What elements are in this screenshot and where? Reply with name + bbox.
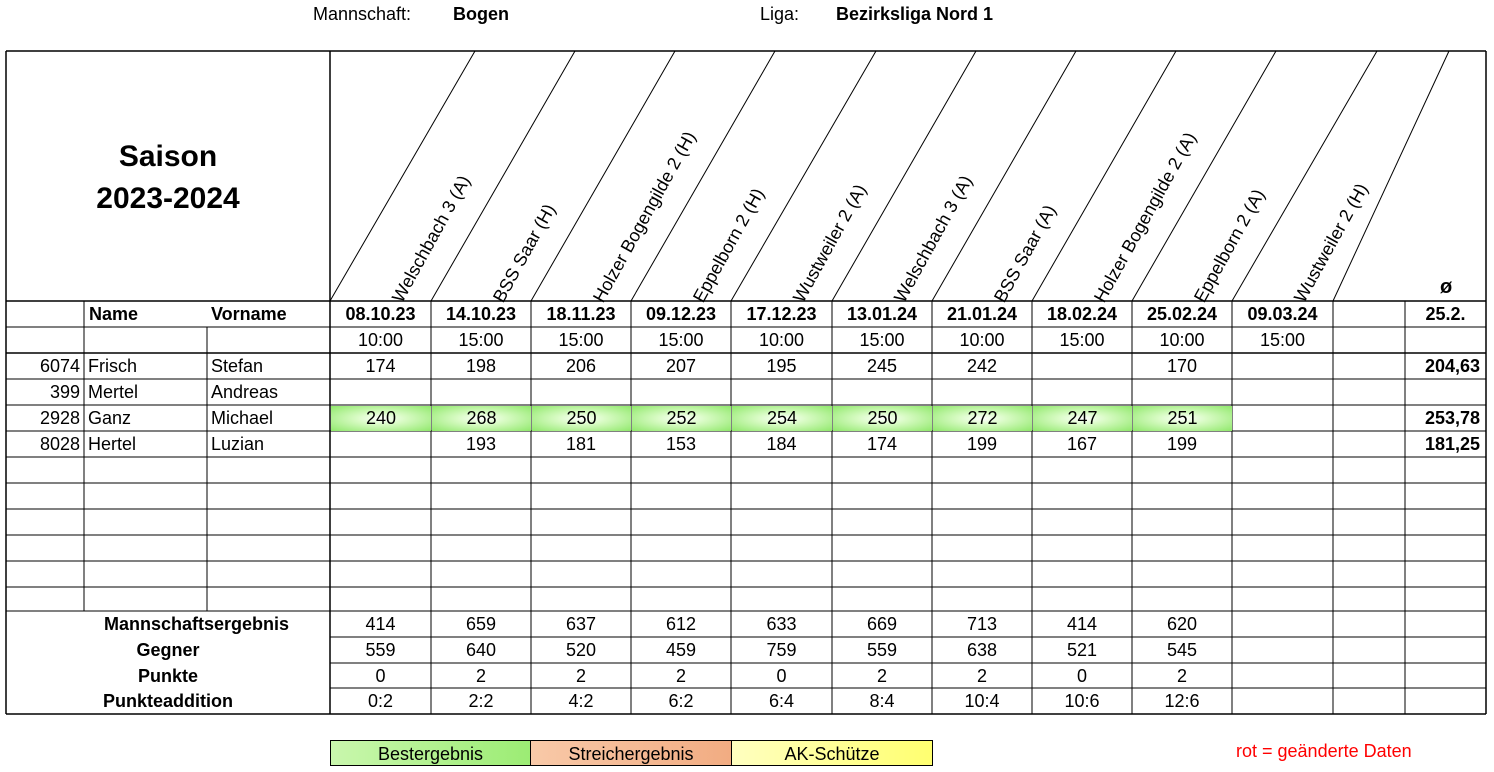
slant-line [832, 51, 976, 301]
score-cell [431, 379, 531, 405]
score-cell: 254 [732, 406, 832, 431]
summary-value [1333, 611, 1405, 637]
score-cell [1333, 405, 1405, 431]
score-cell: 242 [966, 356, 998, 376]
average-symbol: ø [1440, 276, 1453, 298]
slant-line [1032, 51, 1176, 301]
summary-value: 10:6 [1064, 691, 1100, 711]
player-id: 399 [49, 382, 80, 402]
summary-value: 2:2 [468, 691, 494, 711]
opponent-name: Holzer Bogengilde 2 (A) [1090, 128, 1201, 306]
match-date: 18.02.24 [1046, 304, 1118, 324]
team-value: Bogen [453, 4, 509, 24]
player-id: 2928 [39, 408, 80, 428]
slant-line [431, 51, 575, 301]
match-date: 08.10.23 [345, 304, 416, 324]
legend-best: Bestergebnis [330, 740, 531, 766]
summary-value: 638 [966, 640, 998, 660]
last-date: 25.2. [1425, 304, 1466, 324]
column-header-name: Name [89, 304, 139, 324]
score-cell: 240 [331, 406, 431, 431]
match-date: 18.11.23 [546, 304, 616, 324]
summary-label: Punkteaddition [103, 691, 233, 711]
match-time: 15:00 [1059, 330, 1105, 350]
column-header-vorname: Vorname [211, 304, 287, 324]
summary-value: 759 [766, 640, 797, 660]
match-time: 10:00 [758, 330, 805, 350]
summary-value: 414 [365, 614, 396, 634]
score-cell [1333, 353, 1405, 379]
score-cell [1232, 379, 1333, 405]
score-cell [1132, 379, 1232, 405]
summary-value: 659 [465, 614, 497, 634]
score-cell: 153 [665, 434, 697, 454]
opponent-name: Wustweiler 2 (H) [1290, 179, 1372, 306]
summary-value: 612 [665, 614, 697, 634]
score-cell: 252 [632, 406, 731, 431]
score-cell [330, 379, 431, 405]
opponent-name: Welschbach 3 (A) [388, 172, 475, 306]
summary-value: 0 [1076, 666, 1087, 686]
match-time: 10:00 [959, 330, 1005, 350]
summary-value: 620 [1166, 614, 1198, 634]
score-cell: 247 [1033, 406, 1132, 431]
score-cell: 206 [565, 356, 597, 376]
summary-value: 4:2 [568, 691, 594, 711]
summary-value: 0 [776, 666, 787, 686]
summary-value: 713 [966, 614, 998, 634]
summary-value: 0 [375, 666, 386, 686]
score-cell: 272 [933, 406, 1032, 431]
score-cell: 245 [866, 356, 898, 376]
match-time: 15:00 [859, 330, 905, 350]
legend-note: rot = geänderte Daten [1236, 741, 1412, 761]
player-average [1405, 379, 1480, 405]
slant-line [932, 51, 1076, 301]
player-average: 253,78 [1424, 408, 1480, 428]
player-id: 8028 [39, 434, 80, 454]
score-cell [531, 379, 631, 405]
score-cell: 199 [966, 434, 998, 454]
opponent-name: Holzer Bogengilde 2 (H) [589, 127, 700, 306]
summary-value: 559 [365, 640, 396, 660]
match-date: 09.03.24 [1247, 304, 1318, 324]
summary-value [1333, 663, 1405, 689]
match-date: 21.01.24 [946, 304, 1018, 324]
legend-strike: Streichergebnis [530, 740, 732, 766]
summary-label: Punkte [137, 666, 198, 686]
score-cell: 195 [766, 356, 797, 376]
score-cell: 181 [565, 434, 597, 454]
summary-value [1232, 688, 1333, 714]
score-cell [731, 379, 832, 405]
score-cell [631, 379, 731, 405]
match-date: 09.12.23 [645, 304, 717, 324]
summary-value: 2 [976, 666, 987, 686]
slant-line [531, 51, 675, 301]
score-cell: 268 [432, 406, 531, 431]
score-cell: 251 [1133, 406, 1232, 431]
summary-value [1232, 611, 1333, 637]
player-average: 181,25 [1424, 434, 1480, 454]
slant-line [1232, 51, 1377, 301]
slant-line [731, 51, 876, 301]
score-cell [1232, 353, 1333, 379]
match-date: 17.12.23 [746, 304, 817, 324]
score-cell [1333, 431, 1405, 457]
match-date: 13.01.24 [846, 304, 918, 324]
summary-value: 637 [565, 614, 597, 634]
match-time: 15:00 [1259, 330, 1306, 350]
summary-value: 640 [465, 640, 497, 660]
summary-value: 2 [876, 666, 887, 686]
summary-value: 6:4 [768, 691, 795, 711]
summary-value: 2 [1176, 666, 1187, 686]
summary-label: Gegner [136, 640, 200, 660]
match-time: 15:00 [658, 330, 704, 350]
match-time: 10:00 [1159, 330, 1205, 350]
opponent-name: Eppelborn 2 (H) [689, 184, 769, 306]
match-time: 10:00 [357, 330, 404, 350]
match-time: 15:00 [558, 330, 604, 350]
score-cell [932, 379, 1032, 405]
summary-value: 633 [766, 614, 797, 634]
opponent-name: BSS Saar (H) [489, 200, 560, 306]
match-date: 14.10.23 [445, 304, 517, 324]
summary-value: 669 [866, 614, 898, 634]
opponent-name: Eppelborn 2 (A) [1190, 185, 1269, 306]
summary-value: 6:2 [668, 691, 694, 711]
score-cell: 199 [1166, 434, 1198, 454]
opponent-name: Welschbach 3 (A) [890, 172, 977, 306]
summary-value: 521 [1066, 640, 1098, 660]
opponent-name: BSS Saar (A) [990, 201, 1060, 306]
summary-value: 8:4 [869, 691, 895, 711]
player-name: Ganz [88, 408, 132, 428]
player-vorname: Michael [211, 408, 274, 428]
score-cell [832, 379, 932, 405]
summary-value: 12:6 [1164, 691, 1200, 711]
summary-value [1333, 688, 1405, 714]
summary-value: 2 [575, 666, 586, 686]
score-cell: 198 [465, 356, 497, 376]
league-label: Liga: [760, 4, 800, 24]
player-name: Mertel [88, 382, 139, 402]
summary-label: Mannschaftsergebnis [104, 614, 290, 634]
score-cell [1232, 431, 1333, 457]
score-cell [1232, 405, 1333, 431]
slant-line [1333, 51, 1449, 301]
score-cell: 167 [1066, 434, 1098, 454]
score-cell: 193 [465, 434, 497, 454]
summary-value: 520 [565, 640, 597, 660]
score-cell: 207 [665, 356, 697, 376]
league-value: Bezirksliga Nord 1 [836, 4, 994, 24]
season-title [68, 136, 268, 220]
summary-value: 459 [665, 640, 697, 660]
team-label: Mannschaft: [313, 4, 412, 24]
player-vorname: Stefan [211, 356, 264, 376]
legend-ak: AK-Schütze [731, 740, 933, 766]
summary-value: 10:4 [964, 691, 1000, 711]
score-cell: 174 [365, 356, 396, 376]
player-name: Frisch [88, 356, 137, 376]
summary-value [1232, 637, 1333, 663]
score-cell: 170 [1166, 356, 1198, 376]
player-id: 6074 [39, 356, 80, 376]
score-cell [1032, 353, 1132, 379]
match-date: 25.02.24 [1146, 304, 1218, 324]
score-cell: 174 [866, 434, 898, 454]
summary-value: 559 [866, 640, 898, 660]
summary-value [1333, 637, 1405, 663]
match-date [1333, 301, 1405, 327]
summary-value: 414 [1066, 614, 1098, 634]
player-average: 204,63 [1424, 356, 1480, 376]
summary-value: 2 [675, 666, 686, 686]
score-cell [330, 431, 431, 457]
season-line1: Saison [118, 140, 218, 173]
match-time: 15:00 [458, 330, 504, 350]
player-name: Hertel [88, 434, 137, 454]
opponent-name: Wustweiler 2 (A) [789, 180, 871, 306]
slant-line [631, 51, 775, 301]
summary-value [1232, 663, 1333, 689]
slant-line [1132, 51, 1276, 301]
player-vorname: Luzian [211, 434, 265, 454]
player-vorname: Andreas [211, 382, 279, 402]
summary-value: 0:2 [367, 691, 394, 711]
summary-value: 545 [1166, 640, 1198, 660]
score-cell: 250 [532, 406, 631, 431]
summary-value: 2 [475, 666, 486, 686]
season-line2: 2023-2024 [96, 182, 240, 215]
score-cell: 184 [766, 434, 797, 454]
score-cell [1032, 379, 1132, 405]
score-cell: 250 [833, 406, 932, 431]
score-cell [1333, 379, 1405, 405]
